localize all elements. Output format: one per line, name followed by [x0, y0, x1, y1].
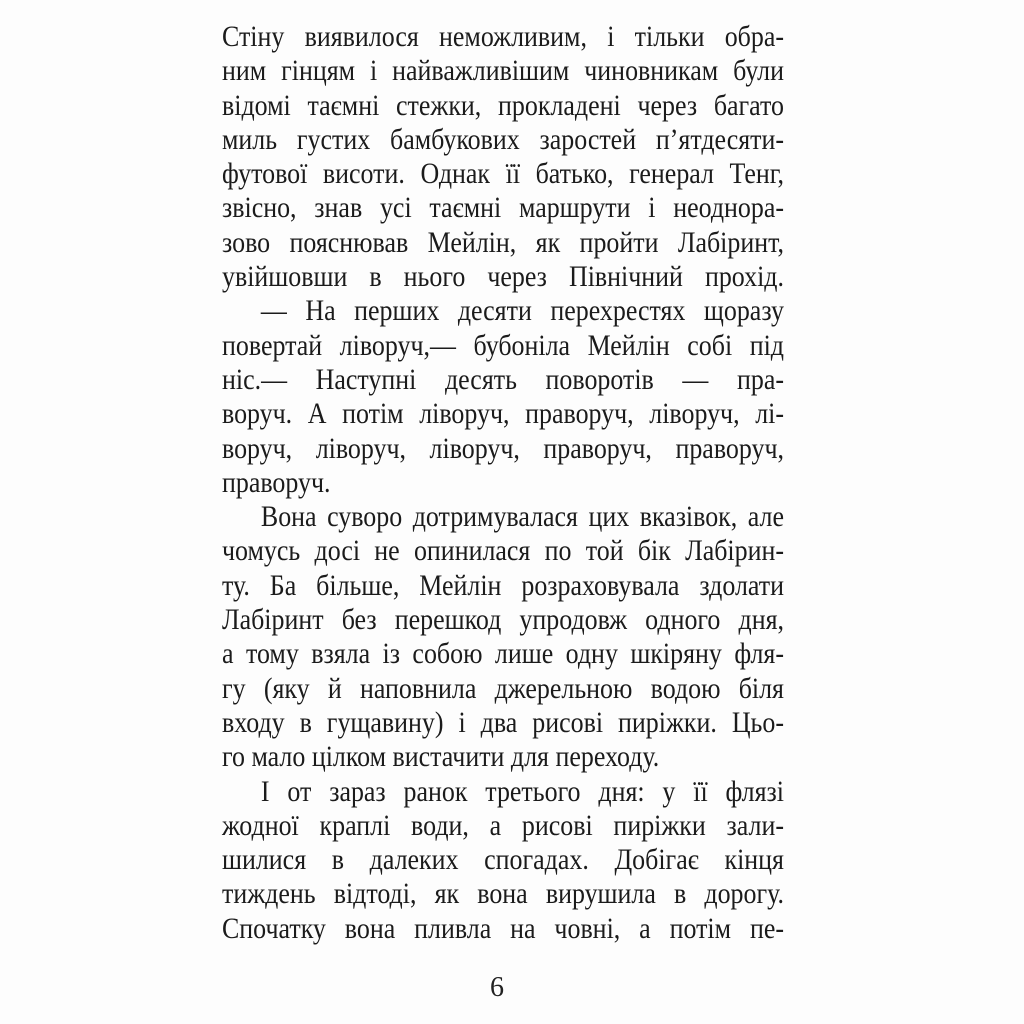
text-line: а тому взяла із собою лише одну шкіряну фля-	[222, 637, 784, 671]
text-column	[222, 20, 784, 946]
text-line: праворуч.	[222, 465, 331, 499]
text-line: воруч, ліворуч, ліворуч, праворуч, праворуч,	[222, 431, 784, 465]
text-line: Спочатку вона пливла на човні, а потім пе-	[222, 911, 784, 945]
text-line: жодної краплі води, а рисові пиріжки зали-	[222, 808, 784, 842]
text-line: Лабіринт без перешкод упродовж одного дня,	[222, 603, 784, 637]
text-line: Стіну виявилося неможливим, і тільки обра-	[222, 20, 784, 53]
text-line: миль густих бамбукових заростей п’ятдесяти-	[222, 122, 784, 156]
text-line: входу в гущавину) і два рисові пиріжки. Цьо-	[222, 705, 784, 739]
text-line: ніс.— Наступні десять поворотів — пра-	[222, 362, 784, 396]
text-line: повертай ліворуч,— бубоніла Мейлін собі під	[222, 328, 784, 362]
text-line: І от зараз ранок третього дня: у її флязі	[260, 774, 784, 808]
text-line: го мало цілком вистачити для переходу.	[222, 740, 660, 774]
text-line: зово пояснював Мейлін, як пройти Лабіринт,	[222, 225, 784, 259]
text-line: увійшовши в нього через Північний прохід.	[222, 260, 784, 294]
text-line: футової висоти. Однак її батько, генерал Тенг,	[222, 157, 784, 191]
text-line: Вона суворо дотримувалася цих вказівок, але	[260, 500, 784, 534]
text-line: відомі таємні стежки, прокладені через багато	[222, 88, 784, 122]
text-line: — На перших десяти перехрестях щоразу	[260, 294, 784, 328]
text-line: шилися в далеких спогадах. Добігає кінця	[222, 843, 784, 877]
text-line: воруч. А потім ліворуч, праворуч, ліворуч, лі-	[222, 397, 784, 431]
text-line: гу (яку й наповнила джерельною водою біля	[222, 671, 784, 705]
text-line: звісно, знав усі таємні маршрути і неоднора-	[222, 191, 784, 225]
text-line: тиждень відтоді, як вона вирушила в дорогу.	[222, 877, 784, 911]
text-line: ним гінцям і найважливішим чиновникам були	[222, 54, 784, 88]
text-line: ту. Ба більше, Мейлін розраховувала здолати	[222, 568, 784, 602]
text-line: чомусь досі не опинилася по той бік Лабірин-	[222, 534, 784, 568]
page-number: 6	[490, 972, 504, 1003]
